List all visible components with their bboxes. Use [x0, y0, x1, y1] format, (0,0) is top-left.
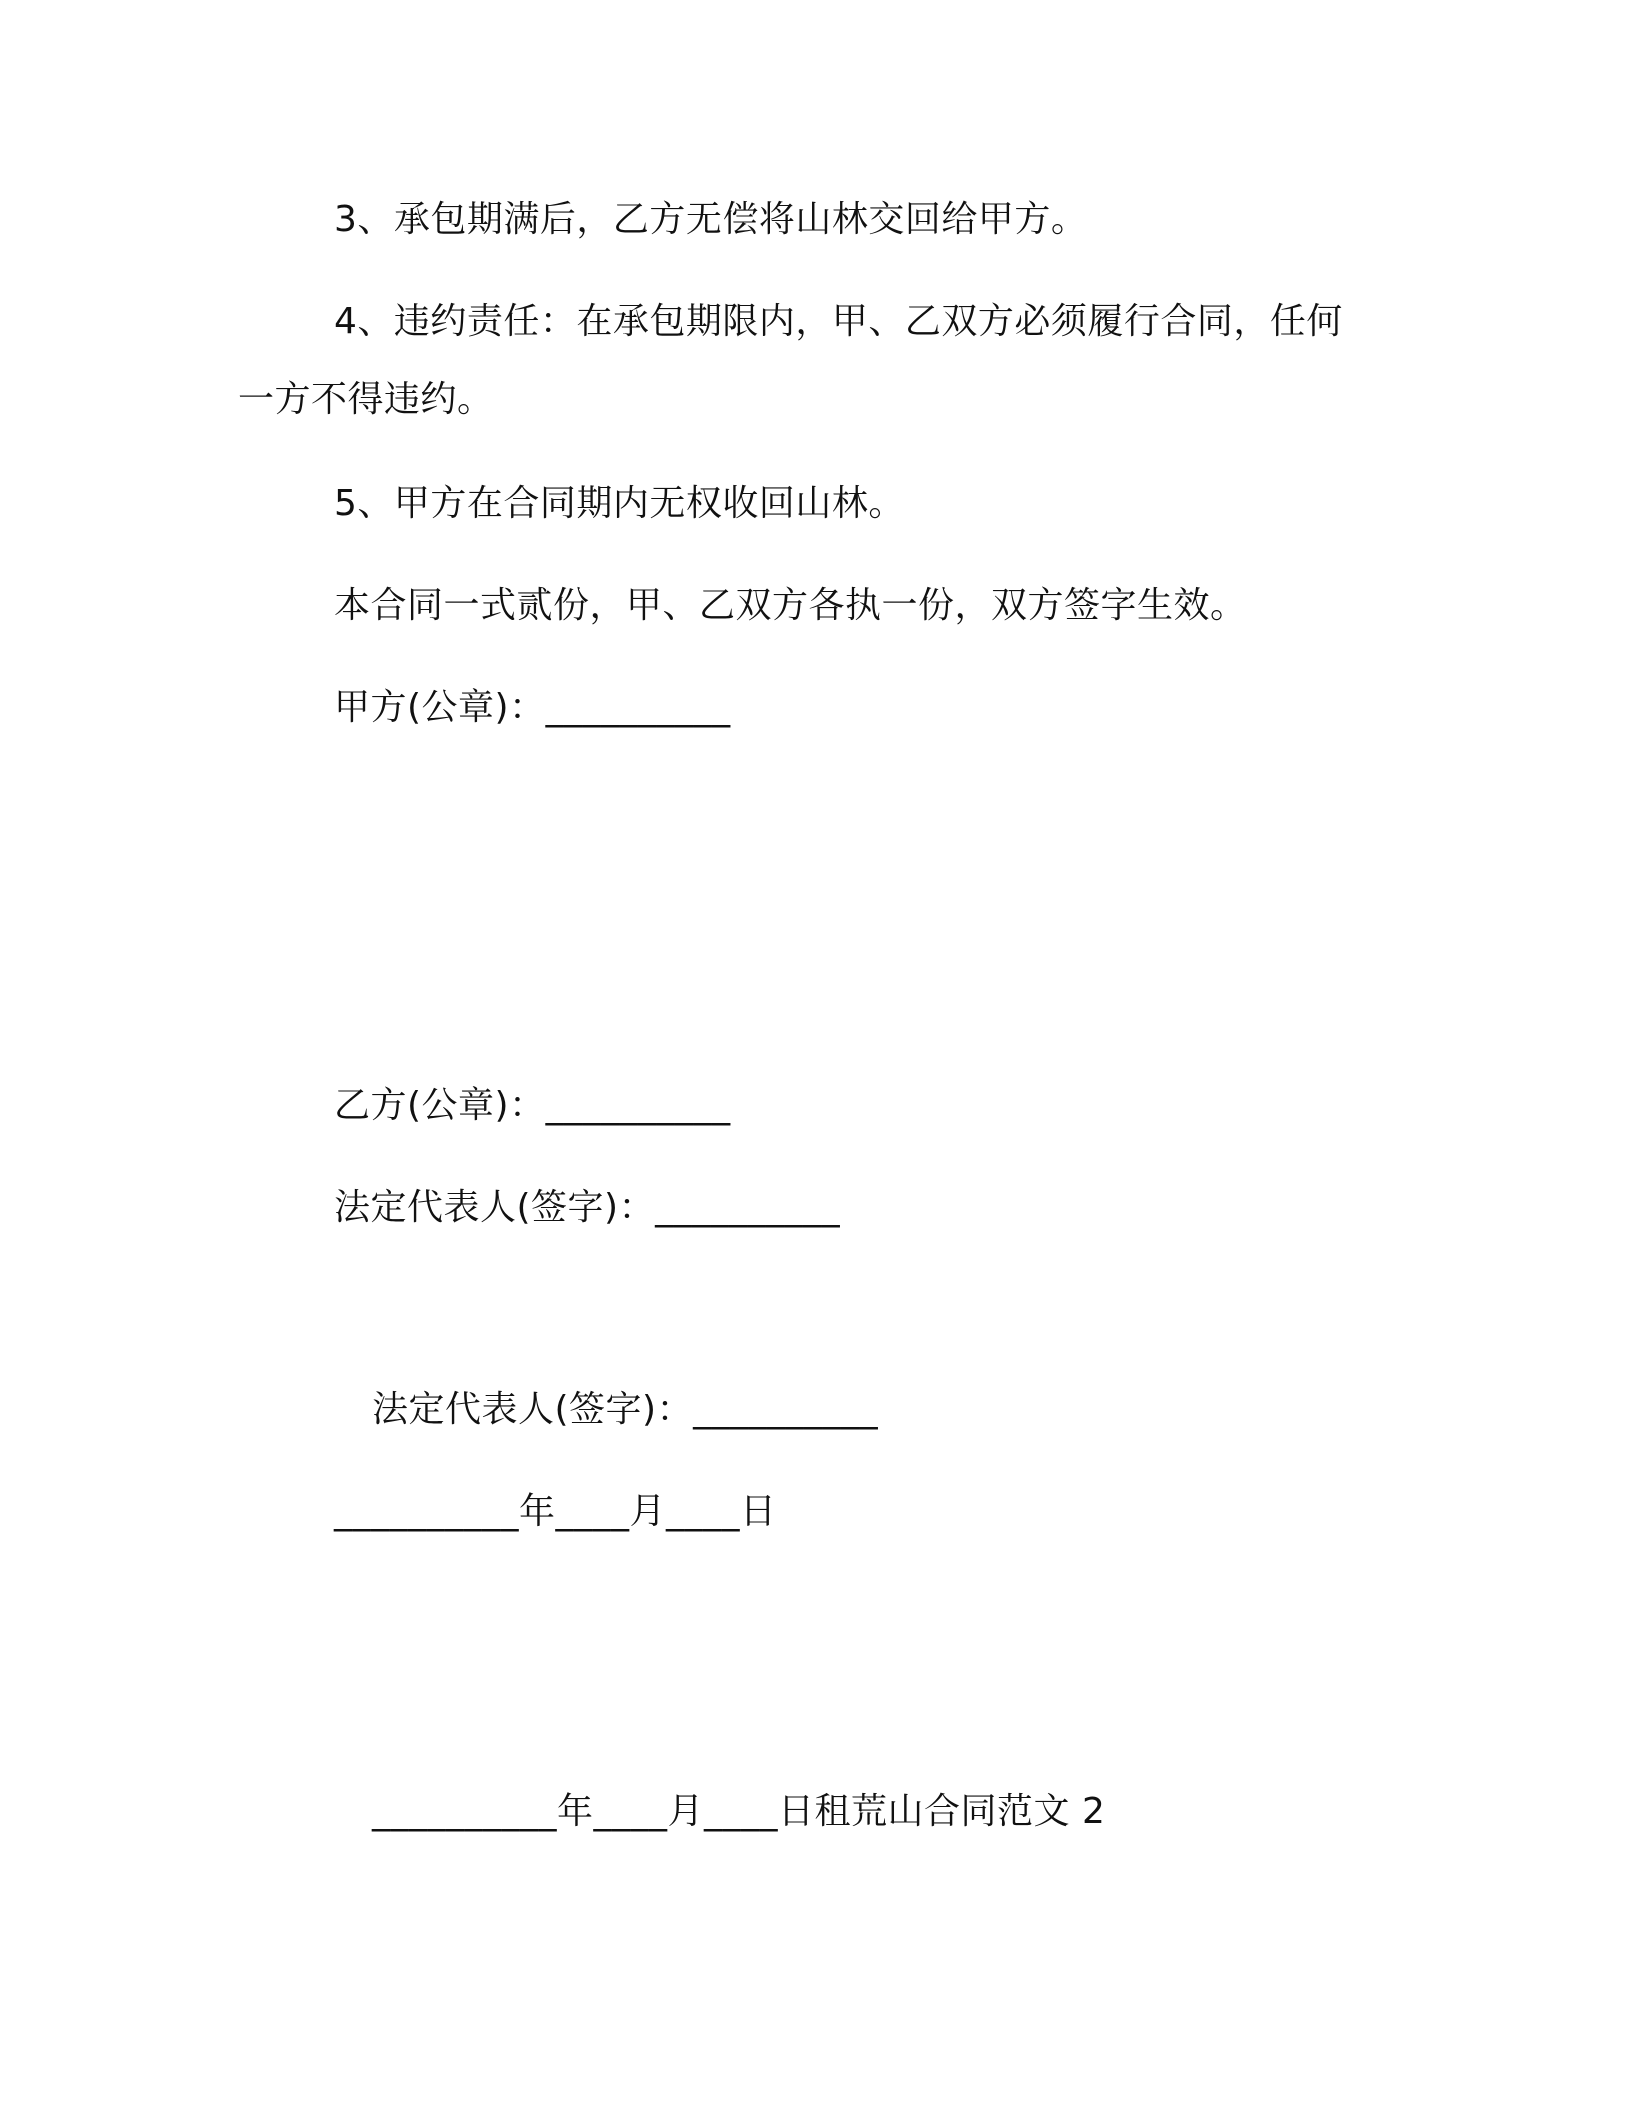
date-line-2-with-title: __________年____月____日租荒山合同范文 2 [372, 1791, 1106, 1832]
copies-statement: 本合同一式贰份，甲、乙双方各执一份，双方签字生效。 [334, 585, 1247, 626]
legal-rep-sign-line-1: 法定代表人(签字)：__________ [334, 1187, 841, 1228]
date-line-1: __________年____月____日 [334, 1491, 777, 1532]
clause-4-line-1: 4、违约责任：在承包期限内，甲、乙双方必须履行合同，任何 [334, 301, 1343, 342]
party-b-seal-line: 乙方(公章)：__________ [334, 1085, 731, 1126]
clause-4-line-2: 一方不得违约。 [238, 379, 494, 420]
clause-3: 3、承包期满后，乙方无偿将山林交回给甲方。 [334, 199, 1088, 240]
clause-5: 5、甲方在合同期内无权收回山林。 [334, 483, 905, 524]
legal-rep-sign-line-2: 法定代表人(签字)：__________ [372, 1389, 879, 1430]
party-a-seal-line: 甲方(公章)：__________ [334, 687, 731, 728]
